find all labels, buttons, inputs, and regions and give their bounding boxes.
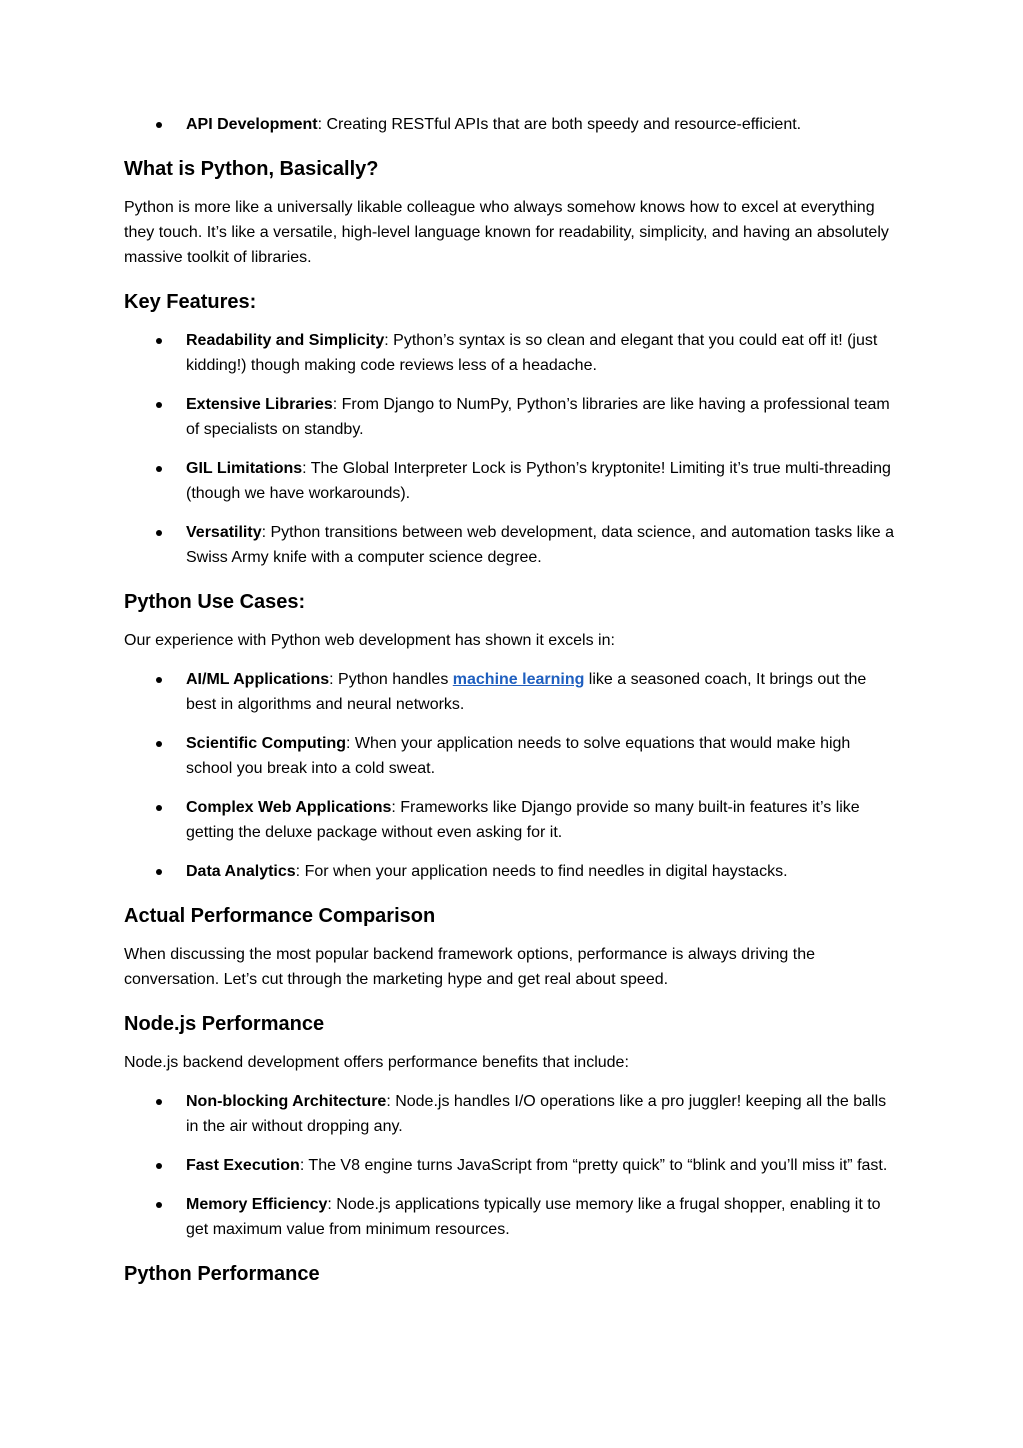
node-performance-intro: Node.js backend development offers performance benefits that include:: [124, 1054, 629, 1071]
bullet-icon: [156, 402, 162, 408]
bullet-icon: [156, 122, 162, 128]
list-item-text: : Python handles: [329, 671, 453, 688]
key-features-list: [124, 328, 900, 570]
bullet-icon: [156, 466, 162, 472]
section-heading-use-cases: Python Use Cases:: [124, 591, 306, 613]
section-heading-python-basics: What is Python, Basically?: [124, 158, 379, 180]
bullet-icon: [156, 1163, 162, 1169]
list-item-text: : The V8 engine turns JavaScript from “pretty quick” to “blink and you’ll miss it” fast.: [299, 1157, 888, 1174]
list-item-text: : Creating RESTful APIs that are both speedy and resource-efficient.: [317, 116, 802, 133]
list-item-text: : The Global Interpreter Lock is Python’s kryptonite! Limiting it’s true multi-threading (though we have workarounds).: [186, 460, 891, 502]
list-item-term: GIL Limitations: [186, 460, 303, 477]
list-item-term: Versatility: [186, 524, 262, 541]
list-item-text: : Node.js applications typically use memory like a frugal shopper, enabling it to get maximum value from minimum resources.: [186, 1196, 881, 1238]
list-item: [124, 520, 900, 570]
list-item: [124, 1153, 900, 1178]
list-item-text: : Frameworks like Django provide so many built-in features it’s like getting the deluxe package without even asking for it.: [186, 799, 860, 841]
list-item-term: API Development: [186, 116, 318, 133]
list-item: [124, 1192, 900, 1242]
list-item-text: : When your application needs to solve equations that would make high school you break into a cold sweat.: [186, 735, 851, 777]
section-heading-node-performance: Node.js Performance: [124, 1013, 325, 1035]
section-heading-key-features: Key Features:: [124, 291, 257, 313]
section-heading-performance-comparison: Actual Performance Comparison: [124, 905, 436, 927]
section-heading-python-performance: Python Performance: [124, 1263, 320, 1285]
list-item-term: Data Analytics: [186, 863, 296, 880]
list-item-term: Complex Web Applications: [186, 799, 392, 816]
python-basics-paragraph: Python is more like a universally likable colleague who always somehow knows how to excel at everything they touch. It’s like a versatile, high-level language known for readability, simplicity, and having an absolutely massive toolkit of libraries.: [124, 199, 889, 266]
list-item: [124, 112, 900, 137]
list-item-term: Memory Efficiency: [186, 1196, 328, 1213]
list-item: [124, 667, 900, 717]
list-item-text: like a seasoned coach, It brings out the best in algorithms and neural networks.: [186, 671, 867, 713]
list-item-text: : For when your application needs to find needles in digital haystacks.: [295, 863, 788, 880]
list-item-term: Fast Execution: [186, 1157, 300, 1174]
list-item: [124, 731, 900, 781]
list-item: [124, 328, 900, 378]
list-item: [124, 392, 900, 442]
bullet-icon: [156, 805, 162, 811]
list-item-term: Readability and Simplicity: [186, 332, 385, 349]
list-item-text: : Node.js handles I/O operations like a pro juggler! keeping all the balls in the air without dropping any.: [186, 1093, 887, 1135]
performance-comparison-paragraph: When discussing the most popular backend framework options, performance is always driving the conversation. Let’s cut through the marketing hype and get real about speed.: [124, 946, 815, 988]
list-item: [124, 795, 900, 845]
machine-learning-link[interactable]: machine learning: [452, 671, 585, 688]
list-item: [124, 859, 900, 884]
use-cases-intro: Our experience with Python web development has shown it excels in:: [124, 632, 615, 649]
bullet-icon: [156, 530, 162, 536]
list-item-text: : Python’s syntax is so clean and elegant that you could eat off it! (just kidding!) though making code reviews less of a headache.: [186, 332, 878, 374]
node-performance-list: [124, 1089, 900, 1242]
use-cases-list: [124, 667, 900, 884]
list-item-term: Extensive Libraries: [186, 396, 333, 413]
intro-bullet-list: [124, 112, 900, 137]
bullet-icon: [156, 677, 162, 683]
list-item-text: : From Django to NumPy, Python’s libraries are like having a professional team of specialists on standby.: [186, 396, 890, 438]
bullet-icon: [156, 741, 162, 747]
list-item-term: Non-blocking Architecture: [186, 1093, 387, 1110]
list-item: [124, 456, 900, 506]
bullet-icon: [156, 1099, 162, 1105]
list-item-term: Scientific Computing: [186, 735, 346, 752]
bullet-icon: [156, 1202, 162, 1208]
list-item-text: : Python transitions between web development, data science, and automation tasks like a Swiss Army knife with a computer science degree.: [186, 524, 894, 566]
list-item: [124, 1089, 900, 1139]
document-page: [124, 0, 900, 1288]
bullet-icon: [156, 869, 162, 875]
list-item-term: AI/ML Applications: [186, 671, 330, 688]
bullet-icon: [156, 338, 162, 344]
